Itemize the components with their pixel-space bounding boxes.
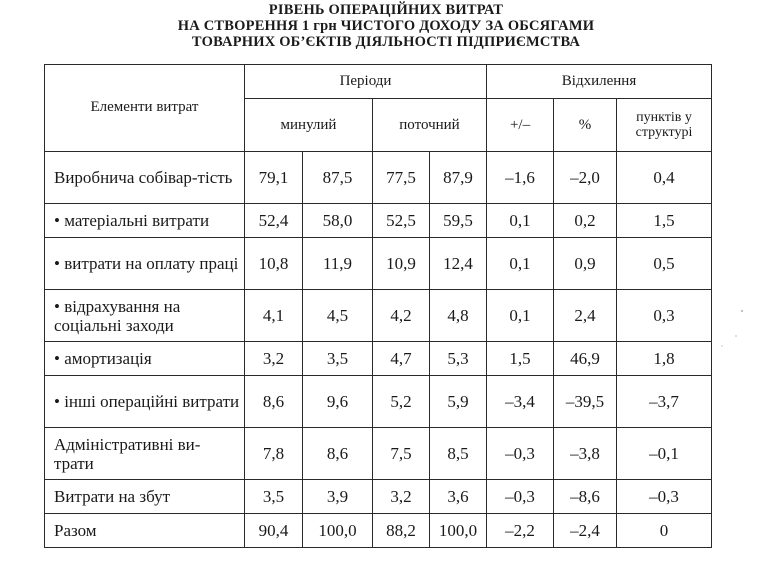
past-value-cell: 3,2 (245, 342, 303, 376)
deviation-points-cell: –0,1 (617, 428, 712, 480)
deviation-percent-cell: –8,6 (554, 480, 617, 514)
table-row (45, 342, 712, 376)
current-value-cell: 77,5 (373, 152, 430, 204)
past-value-cell: 3,5 (245, 480, 303, 514)
past-value-cell: 90,4 (245, 514, 303, 548)
deviation-abs-cell: 0,1 (487, 290, 554, 342)
row-label: • інші операційні витрати (45, 376, 245, 428)
past-percent-cell: 100,0 (303, 514, 373, 548)
deviation-percent-cell: 0,9 (554, 238, 617, 290)
row-label: • витрати на оплату праці (45, 238, 245, 290)
current-percent-cell: 3,6 (430, 480, 487, 514)
past-percent-cell: 4,5 (303, 290, 373, 342)
deviation-percent-cell: 2,4 (554, 290, 617, 342)
past-value-cell: 79,1 (245, 152, 303, 204)
deviation-abs-cell: –0,3 (487, 428, 554, 480)
past-value-cell: 52,4 (245, 204, 303, 238)
row-label: • матеріальні витрати (45, 204, 245, 238)
table-row (45, 152, 712, 204)
current-value-cell: 7,5 (373, 428, 430, 480)
deviation-points-cell: 0,5 (617, 238, 712, 290)
deviation-percent-cell: –2,4 (554, 514, 617, 548)
table-row (45, 290, 712, 342)
deviation-abs-cell: 0,1 (487, 238, 554, 290)
row-label: • відрахування на соціальні заходи (45, 290, 245, 342)
deviation-abs-cell: 0,1 (487, 204, 554, 238)
header-past: минулий (245, 99, 373, 152)
past-percent-cell: 3,5 (303, 342, 373, 376)
current-percent-cell: 12,4 (430, 238, 487, 290)
deviation-abs-cell: 1,5 (487, 342, 554, 376)
row-label: Виробнича собівар-тість (45, 152, 245, 204)
table-row (45, 376, 712, 428)
title-line-1: РІВЕНЬ ОПЕРАЦІЙНИХ ВИТРАТ (268, 2, 504, 18)
current-percent-cell: 4,8 (430, 290, 487, 342)
current-value-cell: 4,7 (373, 342, 430, 376)
title-line-3: ТОВАРНИХ ОБ’ЄКТІВ ДІЯЛЬНОСТІ ПІДПРИЄМСТВА (191, 34, 581, 50)
row-label: Адміністративні ви-трати (45, 428, 245, 480)
row-label: Разом (45, 514, 245, 548)
past-value-cell: 8,6 (245, 376, 303, 428)
table-title (0, 2, 772, 50)
deviation-points-cell: 0 (617, 514, 712, 548)
current-value-cell: 10,9 (373, 238, 430, 290)
header-deviations: Відхилення (487, 65, 712, 99)
title-line-2: НА СТВОРЕННЯ 1 грн ЧИСТОГО ДОХОДУ ЗА ОБСЯГАМИ (177, 18, 595, 34)
table-row (45, 428, 712, 480)
table-row (45, 514, 712, 548)
deviation-abs-cell: –3,4 (487, 376, 554, 428)
past-value-cell: 4,1 (245, 290, 303, 342)
past-percent-cell: 58,0 (303, 204, 373, 238)
current-percent-cell: 87,9 (430, 152, 487, 204)
row-label: Витрати на збут (45, 480, 245, 514)
deviation-percent-cell: –39,5 (554, 376, 617, 428)
current-value-cell: 52,5 (373, 204, 430, 238)
deviation-percent-cell: 46,9 (554, 342, 617, 376)
deviation-points-cell: –3,7 (617, 376, 712, 428)
past-value-cell: 10,8 (245, 238, 303, 290)
table-body (45, 152, 712, 548)
deviation-abs-cell: –0,3 (487, 480, 554, 514)
current-value-cell: 4,2 (373, 290, 430, 342)
past-percent-cell: 9,6 (303, 376, 373, 428)
past-value-cell: 7,8 (245, 428, 303, 480)
current-value-cell: 3,2 (373, 480, 430, 514)
past-percent-cell: 11,9 (303, 238, 373, 290)
table-row (45, 480, 712, 514)
operating-costs-table (44, 64, 712, 548)
header-structure-points: пунктів у структурі (617, 99, 712, 152)
deviation-points-cell: 0,4 (617, 152, 712, 204)
row-label: • амортизація (45, 342, 245, 376)
table-row (45, 204, 712, 238)
header-elements: Елементи витрат (45, 65, 245, 152)
header-plus-minus: +/– (487, 99, 554, 152)
current-percent-cell: 59,5 (430, 204, 487, 238)
current-percent-cell: 5,9 (430, 376, 487, 428)
deviation-abs-cell: –1,6 (487, 152, 554, 204)
deviation-abs-cell: –2,2 (487, 514, 554, 548)
current-percent-cell: 8,5 (430, 428, 487, 480)
header-percent: % (554, 99, 617, 152)
deviation-percent-cell: 0,2 (554, 204, 617, 238)
header-current: поточний (373, 99, 487, 152)
deviation-percent-cell: –2,0 (554, 152, 617, 204)
current-percent-cell: 100,0 (430, 514, 487, 548)
table-row (45, 238, 712, 290)
current-percent-cell: 5,3 (430, 342, 487, 376)
deviation-points-cell: 0,3 (617, 290, 712, 342)
deviation-points-cell: 1,5 (617, 204, 712, 238)
current-value-cell: 5,2 (373, 376, 430, 428)
header-periods: Періоди (245, 65, 487, 99)
past-percent-cell: 8,6 (303, 428, 373, 480)
deviation-percent-cell: –3,8 (554, 428, 617, 480)
deviation-points-cell: –0,3 (617, 480, 712, 514)
current-value-cell: 88,2 (373, 514, 430, 548)
deviation-points-cell: 1,8 (617, 342, 712, 376)
header-row-1 (45, 65, 712, 99)
past-percent-cell: 3,9 (303, 480, 373, 514)
past-percent-cell: 87,5 (303, 152, 373, 204)
